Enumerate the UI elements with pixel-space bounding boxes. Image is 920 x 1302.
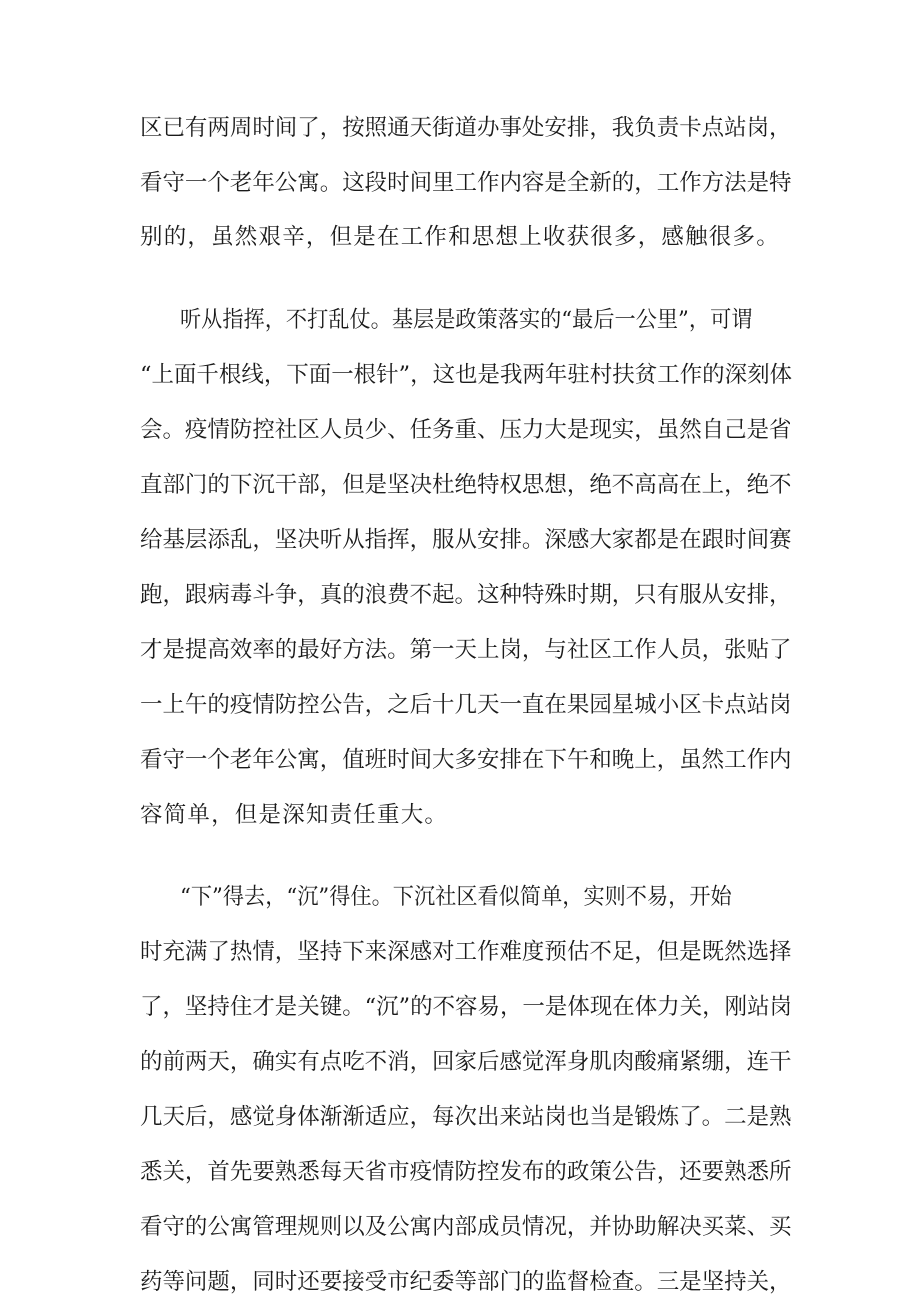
text-line: 悉关，首先要熟悉每天省市疫情防控发布的政策公告，还要熟悉所	[140, 1159, 792, 1185]
text-line: 时充满了热情，坚持下来深感对工作难度预估不足，但是既然选择	[140, 939, 792, 965]
text-line: 别的，虽然艰辛，但是在工作和思想上收获很多，感触很多。	[140, 224, 780, 250]
text-line: 容简单，但是深知责任重大。	[140, 802, 449, 828]
text-line: “上面千根线，下面一根针”，这也是我两年驻村扶贫工作的深刻体	[140, 362, 793, 388]
text-line: 跑，跟病毒斗争，真的浪费不起。这种特殊时期，只有服从安排，	[140, 582, 792, 608]
text-line: 直部门的下沉干部，但是坚决杜绝特权思想，绝不高高在上，绝不	[140, 472, 792, 498]
text-line: 看守的公寓管理规则以及公寓内部成员情况，并协助解决买菜、买	[140, 1214, 792, 1240]
text-line: “下”得去，“沉”得住。下沉社区看似简单，实则不易，开始	[180, 884, 732, 910]
text-line: 一上午的疫情防控公告，之后十几天一直在果园星城小区卡点站岗	[140, 692, 792, 718]
text-line: 看守一个老年公寓。这段时间里工作内容是全新的，工作方法是特	[140, 170, 792, 196]
text-line: 听从指挥，不打乱仗。基层是政策落实的“最后一公里”，可谓	[180, 307, 753, 333]
text-line: 会。疫情防控社区人员少、任务重、压力大是现实，虽然自己是省	[140, 417, 792, 443]
text-line: 才是提高效率的最好方法。第一天上岗，与社区工作人员，张贴了	[140, 637, 792, 663]
text-line: 给基层添乱，坚决听从指挥，服从安排。深感大家都是在跟时间赛	[140, 527, 792, 553]
text-line: 了，坚持住才是关键。“沉”的不容易，一是体现在体力关，刚站岗	[140, 994, 793, 1020]
text-line: 药等问题，同时还要接受市纪委等部门的监督检查。三是坚持关，	[140, 1269, 792, 1295]
text-line: 的前两天，确实有点吃不消，回家后感觉浑身肌肉酸痛紧绷，连干	[140, 1049, 792, 1075]
text-line: 看守一个老年公寓，值班时间大多安排在下午和晚上，虽然工作内	[140, 747, 792, 773]
text-line: 区已有两周时间了，按照通天街道办事处安排，我负责卡点站岗，	[140, 115, 792, 141]
text-line: 几天后，感觉身体渐渐适应，每次出来站岗也当是锻炼了。二是熟	[140, 1104, 792, 1130]
